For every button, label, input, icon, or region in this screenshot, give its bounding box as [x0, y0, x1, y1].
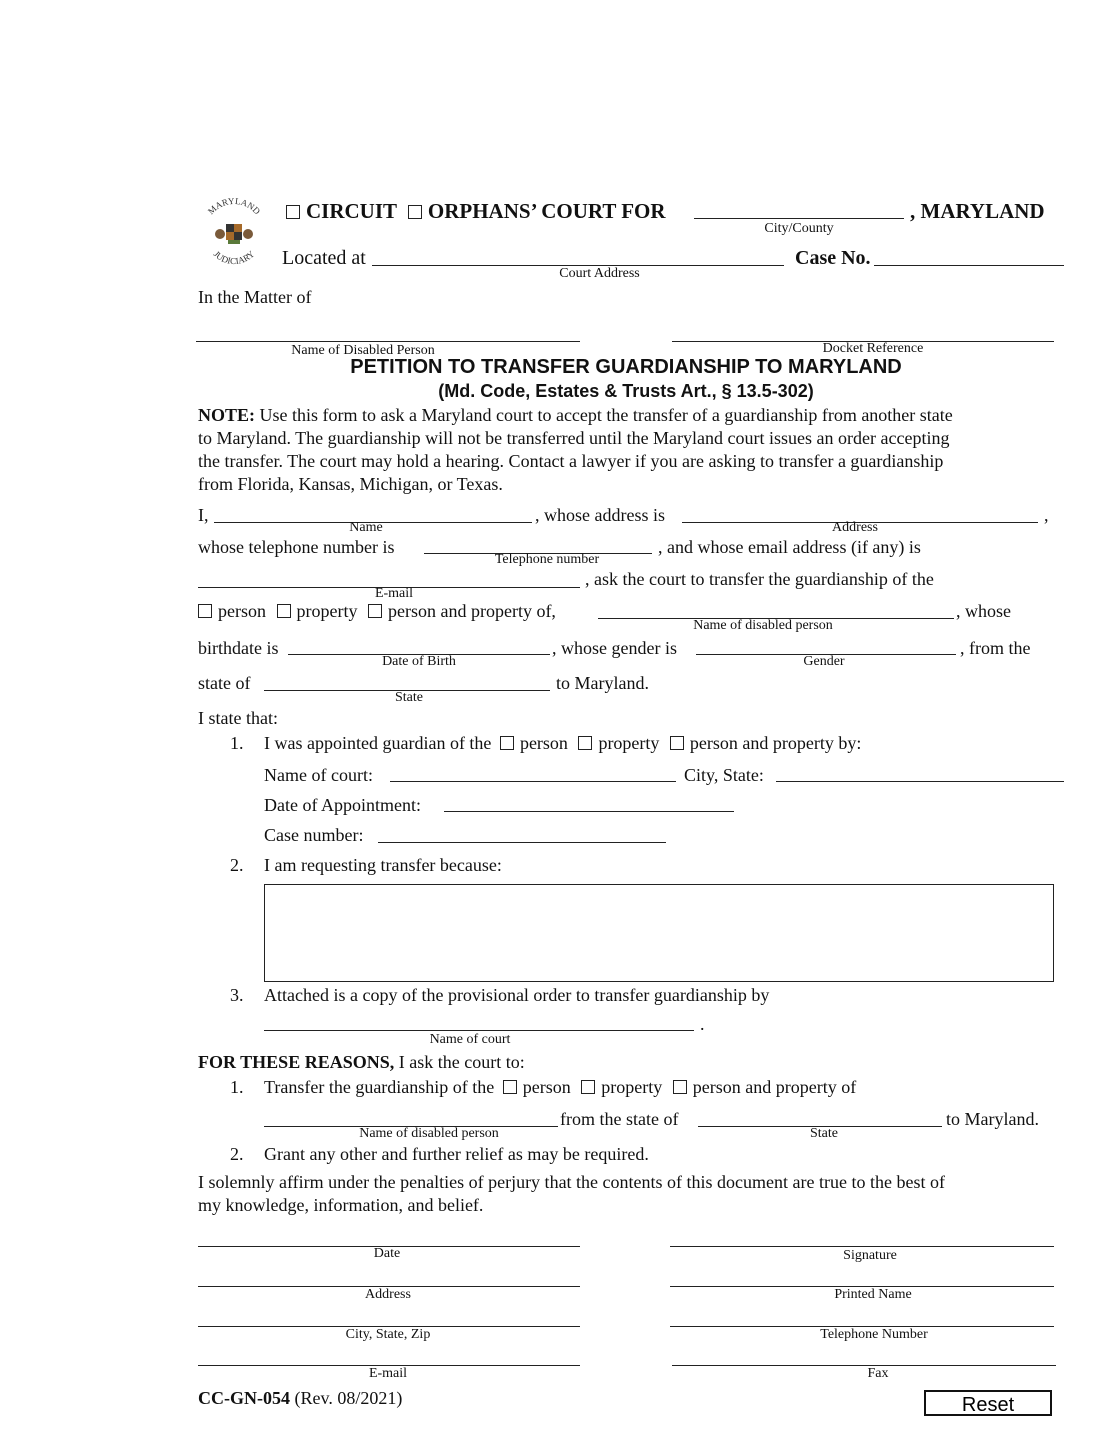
page-title: PETITION TO TRANSFER GUARDIANSHIP TO MARYLAND	[350, 356, 902, 378]
transfer-property-label: property	[601, 1077, 663, 1097]
note-line-2: to Maryland. The guardianship will not be transferred until the Maryland court issues an order accepting	[198, 428, 950, 448]
reason-2-number: 2.	[230, 1144, 244, 1164]
court-address-caption: Court Address	[559, 266, 640, 281]
for-these-reasons-text: I ask the court to:	[394, 1052, 525, 1072]
person-label: person	[218, 601, 266, 621]
transfer-property-checkbox[interactable]	[581, 1080, 595, 1094]
gender-caption: Gender	[803, 654, 845, 669]
email-label: , and whose email address (if any) is	[658, 537, 921, 557]
transfer-both-checkbox[interactable]	[673, 1080, 687, 1094]
statement-1-row	[264, 733, 861, 754]
appointed-both-checkbox[interactable]	[670, 736, 684, 750]
ask-court-text: , ask the court to transfer the guardianship of the	[585, 569, 934, 589]
gender-label: , whose gender is	[552, 638, 677, 658]
state-of-label: state of	[198, 673, 251, 693]
statement-2-number: 2.	[230, 855, 244, 875]
reason-disabled-caption: Name of disabled person	[359, 1126, 499, 1141]
person-and-property-label: person and property of,	[387, 601, 556, 621]
disabled-person-caption: Name of Disabled Person	[291, 343, 435, 358]
seal-text-bottom: JUDICIARY	[211, 248, 257, 267]
provisional-order-court-field[interactable]	[264, 1030, 694, 1031]
docket-reference-caption: Docket Reference	[822, 341, 924, 356]
fax-caption: Fax	[867, 1366, 889, 1381]
from-the-label: , from the	[960, 638, 1031, 658]
case-no-label: Case No.	[795, 247, 871, 269]
in-the-matter-label: In the Matter of	[198, 287, 312, 307]
state-caption: State	[395, 690, 423, 705]
date-of-appointment-label: Date of Appointment:	[264, 795, 421, 815]
guardianship-type-options	[198, 601, 556, 622]
form-revision: (Rev. 08/2021)	[290, 1388, 403, 1408]
affirmation-line-1: I solemnly affirm under the penalties of perjury that the contents of this document are true to the best of	[198, 1172, 945, 1192]
reason-1-row	[264, 1077, 856, 1098]
note-label: NOTE:	[198, 405, 256, 425]
note-paragraph	[198, 404, 953, 496]
sig-email-caption: E-mail	[368, 1366, 408, 1381]
court-type-row	[286, 199, 666, 224]
transfer-reason-textarea[interactable]	[264, 884, 1054, 982]
seal-text-top: MARYLAND	[205, 196, 263, 217]
i-state-that: I state that:	[198, 708, 278, 728]
appointed-property-label: property	[598, 733, 660, 753]
appointed-both-label: person and property by:	[689, 733, 862, 753]
city-state-zip-caption: City, State, Zip	[345, 1327, 431, 1342]
transfer-person-label: person	[522, 1077, 571, 1097]
transfer-both-label: person and property of	[692, 1077, 857, 1097]
name-caption: Name	[349, 520, 383, 535]
property-checkbox[interactable]	[277, 604, 291, 618]
statement-2-text: I am requesting transfer because:	[264, 855, 502, 875]
circuit-label: CIRCUIT	[306, 199, 397, 223]
city-state-label: City, State:	[684, 765, 764, 785]
person-checkbox[interactable]	[198, 604, 212, 618]
appointed-person-label: person	[519, 733, 568, 753]
date-caption: Date	[373, 1246, 401, 1261]
for-these-reasons-row	[198, 1052, 525, 1073]
sig-address-caption: Address	[365, 1287, 411, 1302]
maryland-label: , MARYLAND	[910, 199, 1045, 223]
statement-3-period: .	[700, 1014, 705, 1034]
property-label: property	[296, 601, 358, 621]
date-of-appointment-field[interactable]	[444, 811, 734, 812]
affirmation-line-2: my knowledge, information, and belief.	[198, 1195, 484, 1215]
note-line-4: from Florida, Kansas, Michigan, or Texas.	[198, 474, 503, 494]
reason-1-number: 1.	[230, 1077, 244, 1097]
reason-to-maryland: to Maryland.	[946, 1109, 1039, 1129]
telephone-label: whose telephone number is	[198, 537, 395, 557]
case-number-field[interactable]	[378, 842, 666, 843]
signature-field[interactable]	[670, 1246, 1054, 1247]
printed-name-caption: Printed Name	[834, 1287, 912, 1302]
disabled-person-name-caption: Name of disabled person	[693, 618, 833, 633]
whose-label: , whose	[956, 601, 1011, 621]
i-label: I,	[198, 505, 209, 525]
email-caption: E-mail	[374, 586, 414, 601]
dob-caption: Date of Birth	[382, 654, 456, 669]
reason-state-caption: State	[810, 1126, 838, 1141]
statement-1-number: 1.	[230, 733, 244, 753]
statement-3-text: Attached is a copy of the provisional order to transfer guardianship by	[264, 985, 770, 1005]
name-of-court-caption: Name of court	[429, 1032, 511, 1047]
statement-3-number: 3.	[230, 985, 244, 1005]
appointed-property-checkbox[interactable]	[578, 736, 592, 750]
circuit-checkbox[interactable]	[286, 205, 300, 219]
name-of-court-label: Name of court:	[264, 765, 373, 785]
address-comma: ,	[1044, 505, 1049, 525]
signature-caption: Signature	[843, 1248, 897, 1263]
appointed-person-checkbox[interactable]	[500, 736, 514, 750]
reason-2-text: Grant any other and further relief as may be required.	[264, 1144, 649, 1164]
form-footer	[198, 1388, 402, 1409]
to-maryland-label: to Maryland.	[556, 673, 649, 693]
appointing-city-state-field[interactable]	[776, 781, 1064, 782]
maryland-judiciary-seal	[198, 196, 270, 268]
city-county-field[interactable]	[694, 218, 904, 219]
whose-address-label: , whose address is	[535, 505, 665, 525]
from-the-state-of-label: from the state of	[560, 1109, 679, 1129]
case-number-label: Case number:	[264, 825, 364, 845]
address-caption: Address	[832, 520, 878, 535]
note-line-1: Use this form to ask a Maryland court to accept the transfer of a guardianship from another state	[255, 405, 953, 425]
note-line-3: the transfer. The court may hold a hearing. Contact a lawyer if you are asking to transfer a guardianship	[198, 451, 944, 471]
case-no-field[interactable]	[874, 265, 1064, 266]
appointing-court-name-field[interactable]	[390, 781, 676, 782]
person-and-property-checkbox[interactable]	[368, 604, 382, 618]
svg-text:JUDICIARY	[212, 248, 257, 266]
located-at-label: Located at	[282, 247, 366, 269]
orphans-label: ORPHANS’ COURT FOR	[427, 199, 666, 223]
city-county-caption: City/County	[764, 221, 834, 236]
for-these-reasons-heading: FOR THESE REASONS,	[198, 1052, 395, 1072]
disabled-person-field[interactable]	[196, 341, 580, 342]
reset-button[interactable]: Reset	[924, 1390, 1052, 1416]
sig-telephone-caption: Telephone Number	[820, 1327, 928, 1342]
page-subtitle: (Md. Code, Estates & Trusts Art., § 13.5-302)	[438, 381, 814, 401]
affirmation-paragraph	[198, 1171, 945, 1217]
reason-1-text: Transfer the guardianship of the	[264, 1077, 495, 1097]
statement-1-text: I was appointed guardian of the	[264, 733, 492, 753]
orphans-checkbox[interactable]	[408, 205, 422, 219]
birthdate-label: birthdate is	[198, 638, 279, 658]
form-id: CC-GN-054	[198, 1388, 290, 1408]
telephone-caption: Telephone number	[494, 552, 600, 567]
svg-text:MARYLAND	[206, 196, 263, 217]
transfer-person-checkbox[interactable]	[503, 1080, 517, 1094]
